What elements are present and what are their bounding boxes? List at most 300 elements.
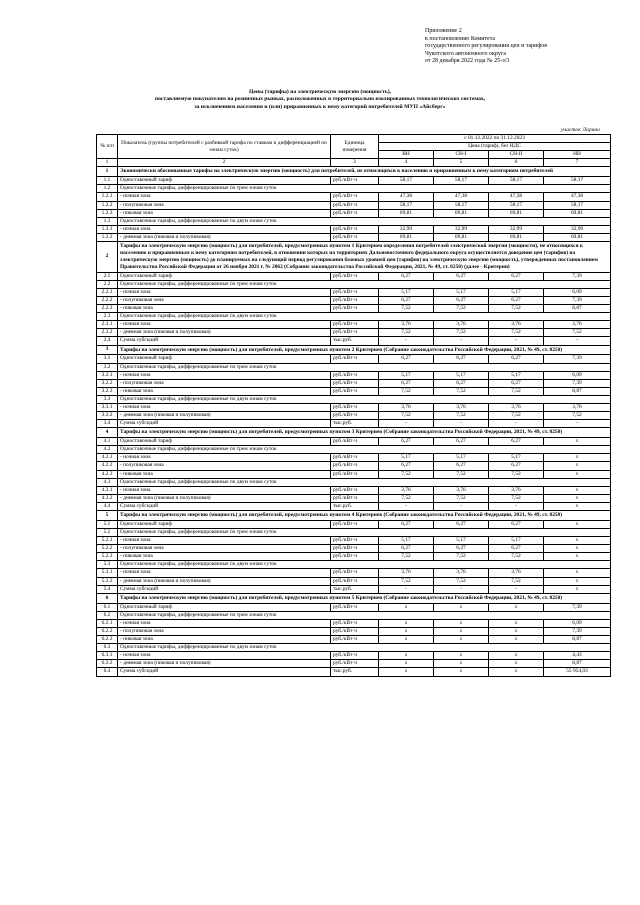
row-number: 4.2 <box>97 446 118 454</box>
tariff-value: 7,52 <box>434 553 489 561</box>
table-row <box>97 412 611 420</box>
table-row <box>97 177 611 185</box>
tariff-value: х <box>544 577 611 585</box>
row-number: 5.2.1 <box>97 537 118 545</box>
table-header <box>97 135 611 167</box>
table-row <box>97 296 611 304</box>
table-row <box>97 371 611 379</box>
row-number: 1.3 <box>97 217 118 225</box>
title-line: Цены (тарифы) на электрическую энергию (мощность), <box>249 89 391 95</box>
tariff-value: х <box>544 537 611 545</box>
row-description: - ночная зона <box>118 652 331 660</box>
row-unit: руб./кВт·ч <box>331 305 379 313</box>
row-number: 1.2.2 <box>97 201 118 209</box>
table-row <box>97 636 611 644</box>
row-unit: тыс.руб. <box>331 585 379 593</box>
row-number: 6.4 <box>97 668 118 676</box>
tariff-value: 7,52 <box>489 412 544 420</box>
tariff-value: 58,17 <box>489 201 544 209</box>
row-unit: руб./кВт·ч <box>331 627 379 635</box>
row-number: 2.2 <box>97 280 118 288</box>
row-description: Сумма субсидий <box>118 337 331 345</box>
tariff-value: 7,52 <box>434 577 489 585</box>
tariff-value: 7,52 <box>489 387 544 395</box>
row-number: 2 <box>97 242 118 273</box>
row-description: Тарифы на электрическую энергию (мощность) для потребителей, предусмотренных пунктом 3 Критериев (Собрание законодательства Российской Федерации, 2021, № 49, ст. 8250) <box>118 428 611 438</box>
tariff-value: 58,17 <box>379 177 434 185</box>
header-level-vn: ВН <box>379 151 434 159</box>
row-description: - ночная зона <box>118 371 331 379</box>
section-row <box>97 511 611 521</box>
table-row <box>97 225 611 233</box>
row-number: 4.2.2 <box>97 462 118 470</box>
tariff-value: х <box>379 652 434 660</box>
row-description: - дневная зона (пиковая и полупиковая) <box>118 329 331 337</box>
row-number: 3.1 <box>97 355 118 363</box>
row-number: 5.3.2 <box>97 577 118 585</box>
row-unit: руб./кВт·ч <box>331 636 379 644</box>
title-line: поставляемую покупателям на розничных рынках, расположенных в территориально изолированных технологических системах, <box>154 96 486 103</box>
row-unit: руб./кВт·ч <box>331 537 379 545</box>
header-col-number: 1 <box>97 159 118 167</box>
tariff-value: 6,27 <box>489 296 544 304</box>
subsection-row <box>97 217 611 225</box>
row-number: 6.2.3 <box>97 636 118 644</box>
tariff-value: х <box>544 438 611 446</box>
row-number: 1.3.2 <box>97 233 118 241</box>
tariff-value: 7,52 <box>489 494 544 502</box>
row-number: 6.3 <box>97 644 118 652</box>
tariff-value: 6,27 <box>489 355 544 363</box>
tariff-value: 7,52 <box>379 470 434 478</box>
row-description: Одноставочные тарифы, дифференцированные по трем зонам суток <box>118 611 611 619</box>
tariff-value: 69,81 <box>379 209 434 217</box>
tariff-value: х <box>489 619 544 627</box>
table-row <box>97 486 611 494</box>
header-level-sn2: СН-II <box>489 151 544 159</box>
row-description: - дневная зона (пиковая и полупиковая) <box>118 233 331 241</box>
tariff-value: 8,87 <box>544 387 611 395</box>
document-title <box>40 89 600 111</box>
tariff-value: 5,17 <box>379 537 434 545</box>
row-description: Тарифы на электрическую энергию (мощность) для потребителей, предусмотренных пунктом 2 Критериев (Собрание законодательства Российской Федерации, 2021, № 49, ст. 8250) <box>118 345 611 355</box>
row-unit: руб./кВт·ч <box>331 438 379 446</box>
tariff-value: 3,76 <box>489 321 544 329</box>
table-row <box>97 272 611 280</box>
row-unit: руб./кВт·ч <box>331 193 379 201</box>
tariff-value: 6,27 <box>489 379 544 387</box>
tariff-value: 5,17 <box>489 288 544 296</box>
tariff-value: - <box>489 502 544 510</box>
row-description: - дневная зона (пиковая и полупиковая) <box>118 577 331 585</box>
row-number: 4.2.1 <box>97 454 118 462</box>
table-row <box>97 494 611 502</box>
table-row <box>97 545 611 553</box>
row-description: Тарифы на электрическую энергию (мощность) для потребителей, предусмотренных пунктом 5 Критериев (Собрание законодательства Российской Федерации, 2021, № 49, ст. 8250) <box>118 593 611 603</box>
tariff-value: 58,17 <box>434 201 489 209</box>
table-row <box>97 305 611 313</box>
tariff-value: 32,99 <box>434 225 489 233</box>
row-description: Сумма субсидий <box>118 668 331 676</box>
row-description: - пиковая зона <box>118 636 331 644</box>
tariff-value: х <box>544 454 611 462</box>
tariff-value: х <box>379 668 434 676</box>
tariff-value: 58,17 <box>489 177 544 185</box>
tariff-value: х <box>544 569 611 577</box>
row-description: Одноставочный тариф <box>118 438 331 446</box>
tariff-value: х <box>489 636 544 644</box>
subsection-row <box>97 395 611 403</box>
row-description: Одноставочные тарифы, дифференцированные по трем зонам суток <box>118 529 611 537</box>
tariff-value: 58,17 <box>544 177 611 185</box>
tariff-value: х <box>434 660 489 668</box>
tariff-value: 3,76 <box>379 321 434 329</box>
row-number: 6.2.2 <box>97 627 118 635</box>
tariff-value: х <box>434 627 489 635</box>
subsection-row <box>97 313 611 321</box>
row-number: 4 <box>97 428 118 438</box>
tariff-value: 7,39 <box>544 627 611 635</box>
row-unit: руб./кВт·ч <box>331 296 379 304</box>
row-number: 4.4 <box>97 502 118 510</box>
table-row <box>97 660 611 668</box>
row-description: Одноставочные тарифы, дифференцированные по двум зонам суток <box>118 395 611 403</box>
row-number: 4.3 <box>97 478 118 486</box>
row-description: - ночная зона <box>118 321 331 329</box>
row-description: - ночная зона <box>118 288 331 296</box>
row-unit: руб./кВт·ч <box>331 462 379 470</box>
tariff-value: - <box>379 420 434 428</box>
row-description: Одноставочные тарифы, дифференцированные по двум зонам суток <box>118 217 611 225</box>
tariff-value: 69,81 <box>489 209 544 217</box>
row-description: - пиковая зона <box>118 209 331 217</box>
table-row <box>97 585 611 593</box>
tariff-value: х <box>544 494 611 502</box>
row-unit: тыс.руб. <box>331 502 379 510</box>
row-number: 3 <box>97 345 118 355</box>
tariff-value: х <box>434 603 489 611</box>
row-description: - полупиковая зона <box>118 545 331 553</box>
tariff-value: - <box>434 337 489 345</box>
tariff-value: 6,27 <box>379 438 434 446</box>
row-number: 5.2 <box>97 529 118 537</box>
row-number: 2.3.1 <box>97 321 118 329</box>
tariff-value: х <box>489 660 544 668</box>
row-unit: руб./кВт·ч <box>331 379 379 387</box>
tariff-value: 47,38 <box>544 193 611 201</box>
tariff-value: х <box>379 660 434 668</box>
table-row <box>97 577 611 585</box>
tariff-value: х <box>379 619 434 627</box>
row-number: 5.2.3 <box>97 553 118 561</box>
tariff-value: х <box>434 652 489 660</box>
row-number: 3.2.1 <box>97 371 118 379</box>
row-number: 6.1 <box>97 603 118 611</box>
row-description: - дневная зона (пиковая и полупиковая) <box>118 494 331 502</box>
row-unit: руб./кВт·ч <box>331 321 379 329</box>
row-description: Сумма субсидий <box>118 420 331 428</box>
row-description: - пиковая зона <box>118 305 331 313</box>
tariff-value: х <box>489 627 544 635</box>
header-unit: Единица измерения <box>331 135 379 159</box>
row-unit: руб./кВт·ч <box>331 470 379 478</box>
tariff-value: 3,76 <box>379 569 434 577</box>
appendix-block <box>425 28 625 66</box>
table-row <box>97 355 611 363</box>
tariff-value: х <box>544 462 611 470</box>
tariff-value: 7,52 <box>379 577 434 585</box>
row-description: - ночная зона <box>118 454 331 462</box>
tariff-value: 69,81 <box>434 233 489 241</box>
tariff-value: 6,27 <box>379 520 434 528</box>
row-number: 3.4 <box>97 420 118 428</box>
tariff-value: 6,27 <box>434 272 489 280</box>
row-number: 5.3.1 <box>97 569 118 577</box>
row-unit: руб./кВт·ч <box>331 494 379 502</box>
table-row <box>97 329 611 337</box>
row-description: Одноставочные тарифы, дифференцированные по двум зонам суток <box>118 313 611 321</box>
tariff-value: 7,52 <box>379 305 434 313</box>
header-period: с 01.12.2022 по 31.12.2023 <box>379 135 611 143</box>
tariff-value: 7,52 <box>434 329 489 337</box>
row-unit: руб./кВт·ч <box>331 412 379 420</box>
row-description: Одноставочные тарифы, дифференцированные по трем зонам суток <box>118 363 611 371</box>
tariff-value: х <box>544 585 611 593</box>
tariff-value: 5,17 <box>379 454 434 462</box>
tariff-value: х <box>434 668 489 676</box>
row-description: - пиковая зона <box>118 470 331 478</box>
row-number: 4.3.1 <box>97 486 118 494</box>
row-description: Одноставочный тариф <box>118 603 331 611</box>
row-unit: руб./кВт·ч <box>331 288 379 296</box>
tariff-value: 6,27 <box>489 438 544 446</box>
row-number: 1.2.3 <box>97 209 118 217</box>
row-description: Одноставочные тарифы, дифференцированные по трем зонам суток <box>118 185 611 193</box>
tariff-value: 8,87 <box>544 636 611 644</box>
tariff-value: 7,52 <box>489 553 544 561</box>
table-row <box>97 652 611 660</box>
row-unit: руб./кВт·ч <box>331 225 379 233</box>
row-description: - ночная зона <box>118 537 331 545</box>
table-row <box>97 438 611 446</box>
tariff-value: 3,76 <box>379 486 434 494</box>
row-description: - полупиковая зона <box>118 201 331 209</box>
subsection-row <box>97 561 611 569</box>
tariff-value: х <box>544 520 611 528</box>
row-number: 3.2 <box>97 363 118 371</box>
row-number: 1.2.1 <box>97 193 118 201</box>
row-number: 6 <box>97 593 118 603</box>
row-description: - пиковая зона <box>118 387 331 395</box>
row-number: 3.2.3 <box>97 387 118 395</box>
header-level-nn: НН <box>544 151 611 159</box>
tariff-value: 5,17 <box>379 371 434 379</box>
table-row <box>97 379 611 387</box>
table-row <box>97 569 611 577</box>
row-unit: руб./кВт·ч <box>331 329 379 337</box>
table-row <box>97 201 611 209</box>
table-row <box>97 502 611 510</box>
row-number: 5.4 <box>97 585 118 593</box>
tariff-value: 7,52 <box>434 470 489 478</box>
tariff-value: х <box>489 603 544 611</box>
row-description: Одноставочные тарифы, дифференцированные по трем зонам суток <box>118 446 611 454</box>
tariff-value: 55 954,03 <box>544 668 611 676</box>
row-description: Сумма субсидий <box>118 585 331 593</box>
row-description: - дневная зона (пиковая и полупиковая) <box>118 660 331 668</box>
section-row <box>97 593 611 603</box>
subsection-row <box>97 529 611 537</box>
tariff-value: 6,27 <box>434 379 489 387</box>
subsection-row <box>97 185 611 193</box>
row-number: 4.1 <box>97 438 118 446</box>
tariff-value: - <box>434 420 489 428</box>
row-description: Одноставочный тариф <box>118 177 331 185</box>
tariff-value: 6,09 <box>544 619 611 627</box>
row-unit: руб./кВт·ч <box>331 553 379 561</box>
subsection-row <box>97 363 611 371</box>
row-unit: руб./кВт·ч <box>331 454 379 462</box>
row-number: 6.2 <box>97 611 118 619</box>
row-number: 5.1 <box>97 520 118 528</box>
row-number: 6.2.1 <box>97 619 118 627</box>
table-row <box>97 288 611 296</box>
row-number: 2.1 <box>97 272 118 280</box>
header-level-sn1: СН-I <box>434 151 489 159</box>
row-number: 6.3.1 <box>97 652 118 660</box>
tariff-value: 6,09 <box>544 371 611 379</box>
row-description: - ночная зона <box>118 569 331 577</box>
row-unit: руб./кВт·ч <box>331 272 379 280</box>
row-number: 2.2.2 <box>97 296 118 304</box>
appendix-line: Приложение 2 <box>425 28 462 34</box>
tariff-value: 47,38 <box>379 193 434 201</box>
tariff-value: х <box>544 553 611 561</box>
tariff-value: - <box>434 502 489 510</box>
row-description: Одноставочный тариф <box>118 355 331 363</box>
tariff-value: 6,27 <box>379 296 434 304</box>
row-unit: руб./кВт·ч <box>331 371 379 379</box>
appendix-line: Чукотского автономного округа <box>425 50 506 57</box>
row-description: - полупиковая зона <box>118 462 331 470</box>
table-row <box>97 462 611 470</box>
row-unit: руб./кВт·ч <box>331 619 379 627</box>
section-row <box>97 428 611 438</box>
tariff-value: 3,76 <box>379 403 434 411</box>
row-number: 4.2.3 <box>97 470 118 478</box>
tariff-value: 6,27 <box>379 355 434 363</box>
row-description: Одноставочный тариф <box>118 272 331 280</box>
row-unit: руб./кВт·ч <box>331 403 379 411</box>
tariff-value: 7,52 <box>379 412 434 420</box>
tariff-value: 5,17 <box>434 537 489 545</box>
subsection-row <box>97 644 611 652</box>
tariff-value: 6,27 <box>379 545 434 553</box>
row-unit: руб./кВт·ч <box>331 201 379 209</box>
tariff-value: 7,52 <box>434 305 489 313</box>
tariff-value: 3,76 <box>434 486 489 494</box>
tariff-value: 7,39 <box>544 603 611 611</box>
subsection-row <box>97 446 611 454</box>
tariff-value: 6,27 <box>434 438 489 446</box>
row-number: 5.2.2 <box>97 545 118 553</box>
tariff-value: 3,76 <box>544 403 611 411</box>
table-row <box>97 553 611 561</box>
tariff-value: 6,27 <box>489 545 544 553</box>
tariff-value: 6,09 <box>544 288 611 296</box>
row-number: 1.1 <box>97 177 118 185</box>
row-description: - ночная зона <box>118 193 331 201</box>
header-col-number: 3 <box>331 159 379 167</box>
tariff-value: 7,52 <box>379 387 434 395</box>
tariff-value: 47,38 <box>434 193 489 201</box>
tariff-value: 5,17 <box>434 454 489 462</box>
row-unit: руб./кВт·ч <box>331 486 379 494</box>
tariff-value: 6,27 <box>379 462 434 470</box>
tariff-value: 3,76 <box>489 403 544 411</box>
table-row <box>97 321 611 329</box>
row-unit: руб./кВт·ч <box>331 577 379 585</box>
row-description: - полупиковая зона <box>118 296 331 304</box>
row-number: 3.3.2 <box>97 412 118 420</box>
tariff-table <box>96 134 611 677</box>
tariff-value: 7,52 <box>544 412 611 420</box>
section-row <box>97 345 611 355</box>
row-description: Одноставочные тарифы, дифференцированные по двум зонам суток <box>118 644 611 652</box>
tariff-value: 7,39 <box>544 355 611 363</box>
tariff-value: х <box>379 636 434 644</box>
row-number: 3.3.1 <box>97 403 118 411</box>
row-number: 3.2.2 <box>97 379 118 387</box>
row-unit: руб./кВт·ч <box>331 520 379 528</box>
table-row <box>97 470 611 478</box>
row-description: - ночная зона <box>118 403 331 411</box>
row-description: - ночная зона <box>118 225 331 233</box>
row-description: Одноставочный тариф <box>118 520 331 528</box>
appendix-line: государственного регулирования цен и тарифов <box>425 43 548 50</box>
row-unit: руб./кВт·ч <box>331 569 379 577</box>
table-row <box>97 420 611 428</box>
table-row <box>97 668 611 676</box>
table-body <box>97 167 611 676</box>
tariff-value: 58,17 <box>434 177 489 185</box>
tariff-value: 3,76 <box>434 403 489 411</box>
tariff-value: - <box>434 585 489 593</box>
tariff-value: 7,52 <box>379 329 434 337</box>
tariff-value: 7,52 <box>379 553 434 561</box>
row-unit: тыс.руб. <box>331 668 379 676</box>
table-row <box>97 403 611 411</box>
row-number: 2.2.3 <box>97 305 118 313</box>
row-description: Сумма субсидий <box>118 502 331 510</box>
tariff-value: 69,81 <box>544 233 611 241</box>
tariff-value: 5,17 <box>489 454 544 462</box>
tariff-value: х <box>489 668 544 676</box>
header-no: № п/п <box>97 135 118 159</box>
row-unit: руб./кВт·ч <box>331 177 379 185</box>
tariff-value: 5,17 <box>379 288 434 296</box>
row-unit: руб./кВт·ч <box>331 387 379 395</box>
tariff-value: 69,81 <box>489 233 544 241</box>
row-number: 1.3.1 <box>97 225 118 233</box>
title-line: за исключением населения и (или) приравненных к нему категорий потребителей МУП «Айсберг» <box>194 103 446 110</box>
row-description: - пиковая зона <box>118 553 331 561</box>
row-number: 2.2.1 <box>97 288 118 296</box>
row-description: - полупиковая зона <box>118 627 331 635</box>
tariff-value: 47,38 <box>489 193 544 201</box>
row-unit: руб./кВт·ч <box>331 603 379 611</box>
table-row <box>97 454 611 462</box>
